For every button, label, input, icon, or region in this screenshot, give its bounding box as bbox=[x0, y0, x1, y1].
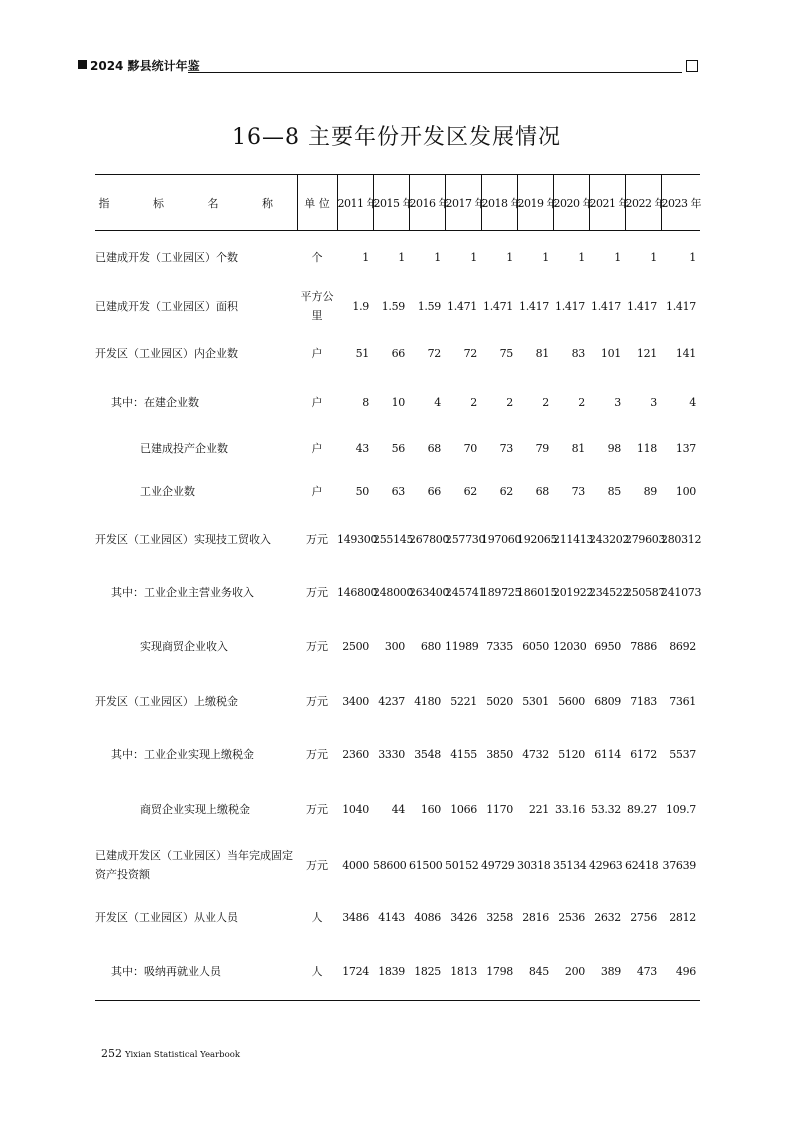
row-unit: 万元 bbox=[306, 748, 328, 761]
value-cell: 192065 bbox=[517, 533, 558, 546]
value-cell: 1 bbox=[650, 250, 657, 264]
value-cell: 845 bbox=[517, 943, 553, 1001]
value-cell: 197060 bbox=[481, 533, 522, 546]
row-unit: 人 bbox=[311, 911, 323, 924]
value-cell: 1.417 bbox=[666, 299, 696, 313]
value-cell: 75 bbox=[499, 347, 513, 360]
value-cell: 1724 bbox=[337, 943, 373, 1001]
value-cell: 49729 bbox=[481, 858, 515, 872]
value-cell: 255145 bbox=[373, 533, 414, 546]
value-cell: 1.417 bbox=[555, 299, 585, 313]
page-title: 16—8 主要年份开发区发展情况 bbox=[232, 125, 561, 150]
value-cell: 4000 bbox=[342, 858, 369, 872]
value-cell: 3330 bbox=[378, 748, 405, 761]
value-cell: 4180 bbox=[414, 695, 441, 708]
row-indicator-name: 已建成开发（工业园区）面积 bbox=[95, 299, 238, 313]
value-cell: 2536 bbox=[558, 911, 585, 924]
value-cell: 6050 bbox=[522, 640, 549, 653]
value-cell: 100 bbox=[675, 485, 696, 498]
column-header-year: 2011 年 bbox=[337, 175, 373, 231]
value-cell: 2 bbox=[542, 395, 549, 409]
value-cell: 680 bbox=[420, 640, 441, 653]
value-cell: 42963 bbox=[589, 858, 623, 872]
value-cell: 149300 bbox=[337, 533, 378, 546]
value-cell: 4732 bbox=[522, 748, 549, 761]
value-cell: 2 bbox=[470, 395, 477, 409]
table-row bbox=[95, 426, 700, 471]
value-cell: 1813 bbox=[445, 943, 481, 1001]
value-cell: 7886 bbox=[630, 640, 657, 653]
value-cell: 243202 bbox=[589, 533, 630, 546]
column-header-year: 2018 年 bbox=[481, 175, 517, 231]
value-cell: 51 bbox=[355, 347, 369, 360]
value-cell: 4 bbox=[689, 395, 696, 409]
value-cell: 1.9 bbox=[352, 299, 369, 313]
row-indicator-name: 已建成开发区（工业园区）当年完成固定资产投资额 bbox=[95, 849, 293, 881]
value-cell: 3258 bbox=[486, 911, 513, 924]
value-cell: 200 bbox=[553, 943, 589, 1001]
value-cell: 1 bbox=[578, 250, 585, 264]
value-cell: 7361 bbox=[669, 695, 696, 708]
value-cell: 5120 bbox=[558, 748, 585, 761]
value-cell: 1 bbox=[542, 250, 549, 264]
row-unit: 户 bbox=[311, 441, 323, 455]
value-cell: 53.32 bbox=[591, 802, 621, 816]
row-unit: 户 bbox=[311, 347, 323, 360]
row-indicator-name: 商贸企业实现上缴税金 bbox=[140, 802, 250, 816]
row-unit: 万元 bbox=[306, 858, 328, 872]
table-row bbox=[95, 838, 700, 893]
value-cell: 1.471 bbox=[483, 299, 513, 313]
value-cell: 72 bbox=[427, 347, 441, 360]
value-cell: 160 bbox=[420, 802, 441, 816]
value-cell: 2812 bbox=[669, 911, 696, 924]
row-indicator-name: 其中：工业企业主营业务收入 bbox=[111, 586, 254, 599]
value-cell: 5600 bbox=[558, 695, 585, 708]
running-header bbox=[70, 56, 698, 76]
footer-english-title: Yixian Statistical Yearbook bbox=[125, 1050, 240, 1060]
row-indicator-name: 开发区（工业园区）上缴税金 bbox=[95, 695, 238, 708]
value-cell: 50152 bbox=[445, 858, 479, 872]
value-cell: 62 bbox=[463, 485, 477, 498]
value-cell: 4143 bbox=[378, 911, 405, 924]
value-cell: 85 bbox=[607, 485, 621, 498]
value-cell: 4237 bbox=[378, 695, 405, 708]
value-cell: 2816 bbox=[522, 911, 549, 924]
value-cell: 58600 bbox=[373, 858, 407, 872]
value-cell: 1066 bbox=[450, 802, 477, 816]
row-unit: 万元 bbox=[306, 802, 328, 816]
value-cell: 33.16 bbox=[555, 802, 585, 816]
table-row bbox=[95, 284, 700, 329]
value-cell: 50 bbox=[355, 485, 369, 498]
value-cell: 1 bbox=[434, 250, 441, 264]
value-cell: 2632 bbox=[594, 911, 621, 924]
column-header-year: 2015 年 bbox=[373, 175, 409, 231]
value-cell: 2 bbox=[578, 395, 585, 409]
row-indicator-name: 开发区（工业园区）从业人员 bbox=[95, 911, 238, 924]
value-cell: 280312 bbox=[661, 533, 702, 546]
column-header-year: 2021 年 bbox=[589, 175, 625, 231]
column-header-year: 2023 年 bbox=[661, 175, 700, 231]
value-cell: 250587 bbox=[625, 586, 666, 599]
value-cell: 61500 bbox=[409, 858, 443, 872]
value-cell: 1 bbox=[362, 250, 369, 264]
table-row bbox=[95, 619, 700, 675]
table-body bbox=[95, 231, 700, 1001]
value-cell: 4086 bbox=[414, 911, 441, 924]
row-indicator-name: 已建成开发（工业园区）个数 bbox=[95, 250, 238, 264]
table-row bbox=[95, 231, 700, 284]
page-footer bbox=[101, 1047, 240, 1060]
value-cell: 1839 bbox=[373, 943, 409, 1001]
row-unit: 个 bbox=[311, 250, 323, 264]
row-unit: 平方公里 bbox=[300, 290, 334, 322]
value-cell: 56 bbox=[391, 441, 405, 455]
value-cell: 1.417 bbox=[591, 299, 621, 313]
table-row bbox=[95, 943, 700, 1001]
header-rule bbox=[188, 72, 682, 73]
value-cell: 8 bbox=[362, 395, 369, 409]
row-indicator-name: 其中：在建企业数 bbox=[111, 395, 199, 409]
value-cell: 37639 bbox=[662, 858, 696, 872]
column-header-year: 2019 年 bbox=[517, 175, 553, 231]
value-cell: 1040 bbox=[342, 802, 369, 816]
value-cell: 5537 bbox=[669, 748, 696, 761]
value-cell: 62418 bbox=[625, 858, 659, 872]
row-unit: 户 bbox=[311, 395, 323, 409]
row-indicator-name: 已建成投产企业数 bbox=[140, 441, 228, 455]
value-cell: 68 bbox=[427, 441, 441, 455]
value-cell: 137 bbox=[675, 441, 696, 455]
value-cell: 1170 bbox=[486, 802, 513, 816]
value-cell: 1.417 bbox=[627, 299, 657, 313]
value-cell: 3 bbox=[650, 395, 657, 409]
value-cell: 1 bbox=[398, 250, 405, 264]
value-cell: 72 bbox=[463, 347, 477, 360]
value-cell: 201922 bbox=[553, 586, 594, 599]
value-cell: 141 bbox=[675, 347, 696, 360]
value-cell: 6809 bbox=[594, 695, 621, 708]
column-header-unit: 单 位 bbox=[297, 175, 337, 231]
square-bullet-icon bbox=[78, 60, 87, 69]
value-cell: 101 bbox=[600, 347, 621, 360]
value-cell: 211413 bbox=[553, 533, 594, 546]
table-row bbox=[95, 567, 700, 619]
value-cell: 81 bbox=[535, 347, 549, 360]
value-cell: 5301 bbox=[522, 695, 549, 708]
value-cell: 248000 bbox=[373, 586, 414, 599]
value-cell: 8692 bbox=[669, 640, 696, 653]
value-cell: 35134 bbox=[553, 858, 587, 872]
column-header-year: 2016 年 bbox=[409, 175, 445, 231]
value-cell: 1.417 bbox=[519, 299, 549, 313]
column-header-year: 2017 年 bbox=[445, 175, 481, 231]
value-cell: 1825 bbox=[409, 943, 445, 1001]
value-cell: 121 bbox=[636, 347, 657, 360]
value-cell: 3850 bbox=[486, 748, 513, 761]
value-cell: 73 bbox=[499, 441, 513, 455]
value-cell: 241073 bbox=[661, 586, 702, 599]
value-cell: 98 bbox=[607, 441, 621, 455]
value-cell: 186015 bbox=[517, 586, 558, 599]
table-row bbox=[95, 379, 700, 426]
value-cell: 1 bbox=[689, 250, 696, 264]
value-cell: 473 bbox=[625, 943, 661, 1001]
row-indicator-name: 实现商贸企业收入 bbox=[140, 640, 228, 653]
value-cell: 89 bbox=[643, 485, 657, 498]
value-cell: 189725 bbox=[481, 586, 522, 599]
value-cell: 257730 bbox=[445, 533, 486, 546]
value-cell: 2360 bbox=[342, 748, 369, 761]
value-cell: 4 bbox=[434, 395, 441, 409]
value-cell: 1.59 bbox=[381, 299, 405, 313]
value-cell: 12030 bbox=[553, 640, 587, 653]
statistics-table-wrapper bbox=[95, 174, 700, 1001]
value-cell: 1.59 bbox=[417, 299, 441, 313]
value-cell: 267800 bbox=[409, 533, 450, 546]
statistics-table bbox=[95, 174, 700, 1001]
value-cell: 6950 bbox=[594, 640, 621, 653]
box-icon bbox=[686, 60, 698, 72]
value-cell: 221 bbox=[528, 802, 549, 816]
value-cell: 81 bbox=[571, 441, 585, 455]
value-cell: 1 bbox=[614, 250, 621, 264]
page-number: 252 bbox=[101, 1047, 122, 1060]
row-unit: 户 bbox=[311, 485, 323, 498]
value-cell: 1798 bbox=[481, 943, 517, 1001]
value-cell: 73 bbox=[571, 485, 585, 498]
value-cell: 30318 bbox=[517, 858, 551, 872]
column-header-indicator: 指 标 名 称 bbox=[95, 175, 297, 231]
value-cell: 3548 bbox=[414, 748, 441, 761]
value-cell: 109.7 bbox=[666, 802, 696, 816]
row-unit: 万元 bbox=[306, 586, 328, 599]
row-unit: 万元 bbox=[306, 533, 328, 546]
value-cell: 10 bbox=[391, 395, 405, 409]
table-row bbox=[95, 781, 700, 838]
value-cell: 279603 bbox=[625, 533, 666, 546]
row-unit: 万元 bbox=[306, 695, 328, 708]
value-cell: 5221 bbox=[450, 695, 477, 708]
value-cell: 6114 bbox=[594, 748, 621, 761]
value-cell: 3486 bbox=[342, 911, 369, 924]
value-cell: 146800 bbox=[337, 586, 378, 599]
table-header-row bbox=[95, 175, 700, 231]
row-indicator-name: 工业企业数 bbox=[140, 485, 195, 498]
row-unit: 万元 bbox=[306, 640, 328, 653]
table-row bbox=[95, 729, 700, 781]
value-cell: 89.27 bbox=[627, 802, 657, 816]
value-cell: 11989 bbox=[445, 640, 479, 653]
value-cell: 245741 bbox=[445, 586, 486, 599]
value-cell: 79 bbox=[535, 441, 549, 455]
row-indicator-name: 开发区（工业园区）实现技工贸收入 bbox=[95, 533, 271, 546]
table-row bbox=[95, 513, 700, 567]
value-cell: 68 bbox=[535, 485, 549, 498]
value-cell: 1 bbox=[470, 250, 477, 264]
row-indicator-name: 其中：吸纳再就业人员 bbox=[95, 943, 297, 1001]
value-cell: 7335 bbox=[486, 640, 513, 653]
value-cell: 3426 bbox=[450, 911, 477, 924]
value-cell: 66 bbox=[391, 347, 405, 360]
value-cell: 496 bbox=[661, 943, 700, 1001]
value-cell: 1.471 bbox=[447, 299, 477, 313]
table-row bbox=[95, 329, 700, 379]
value-cell: 2756 bbox=[630, 911, 657, 924]
value-cell: 263400 bbox=[409, 586, 450, 599]
value-cell: 66 bbox=[427, 485, 441, 498]
value-cell: 6172 bbox=[630, 748, 657, 761]
row-indicator-name: 其中：工业企业实现上缴税金 bbox=[111, 748, 254, 761]
table-row bbox=[95, 471, 700, 513]
value-cell: 3 bbox=[614, 395, 621, 409]
column-header-year: 2022 年 bbox=[625, 175, 661, 231]
value-cell: 62 bbox=[499, 485, 513, 498]
yearbook-title: 2024 黟县统计年鉴 bbox=[90, 59, 200, 73]
value-cell: 300 bbox=[384, 640, 405, 653]
value-cell: 44 bbox=[391, 802, 405, 816]
column-header-year: 2020 年 bbox=[553, 175, 589, 231]
table-row bbox=[95, 675, 700, 729]
value-cell: 118 bbox=[636, 441, 657, 455]
value-cell: 7183 bbox=[630, 695, 657, 708]
value-cell: 3400 bbox=[342, 695, 369, 708]
table-row bbox=[95, 893, 700, 943]
value-cell: 70 bbox=[463, 441, 477, 455]
value-cell: 4155 bbox=[450, 748, 477, 761]
value-cell: 5020 bbox=[486, 695, 513, 708]
value-cell: 43 bbox=[355, 441, 369, 455]
value-cell: 63 bbox=[391, 485, 405, 498]
value-cell: 1 bbox=[506, 250, 513, 264]
value-cell: 2 bbox=[506, 395, 513, 409]
value-cell: 234522 bbox=[589, 586, 630, 599]
row-unit: 人 bbox=[297, 943, 337, 1001]
value-cell: 2500 bbox=[342, 640, 369, 653]
value-cell: 83 bbox=[571, 347, 585, 360]
value-cell: 389 bbox=[589, 943, 625, 1001]
row-indicator-name: 开发区（工业园区）内企业数 bbox=[95, 347, 238, 360]
